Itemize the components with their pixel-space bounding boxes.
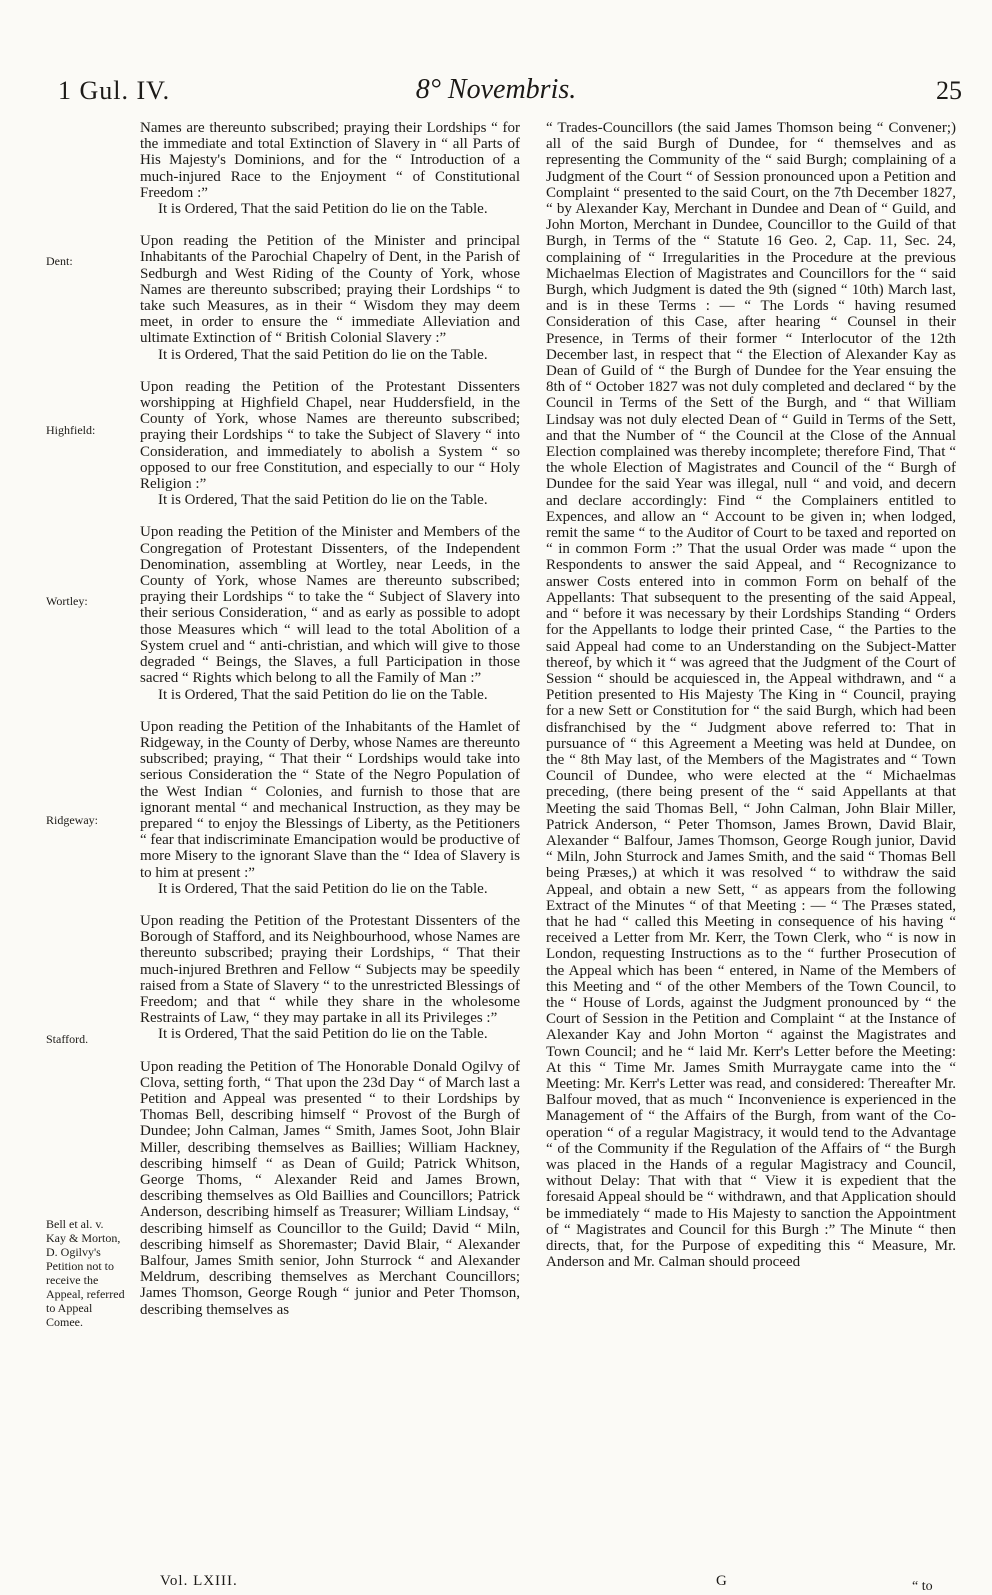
margin-note-dent: Dent: [46, 254, 73, 268]
margin-note-ridgeway: Ridgeway: [46, 813, 98, 827]
petition-dent: Upon reading the Petition of the Minister and principal Inhabitants of the Parochial Chapelry of Dent, in the Parish of Sedburgh and West Riding of the County of York, whose Names are thereunto subscribed; praying their Lordships “ to take such Measures, as in their “ Wisdom they may deem meet, in order to ensure the “ immediate Alleviation and ultimate Extinction of “ British Colonial Slavery :” [140, 233, 520, 347]
margin-note-stafford: Stafford. [46, 1032, 89, 1046]
petition-highfield: Upon reading the Petition of the Protestant Dissenters worshipping at Highfield Chapel, near Huddersfield, in the County of York, whose Names are thereunto subscribed; praying their Lordships “ to take the Subject of Slavery “ into Consideration, and immediately to abolish a System “ so opposed to our free Constitution, and especially to our “ Holy Religion :” [140, 378, 520, 493]
order-lie-on-table: It is Ordered, That the said Petition do lie on the Table. [158, 346, 488, 363]
order-lie-on-table: It is Ordered, That the said Petition do lie on the Table. [158, 201, 488, 218]
order-lie-on-table: It is Ordered, That the said Petition do lie on the Table. [158, 492, 488, 509]
volume-number: Vol. LXIII. [160, 1573, 238, 1589]
date-heading: 8° Novembris. [415, 74, 577, 105]
margin-note-bell-v-kay: Bell et al. v. Kay & Morton, D. Ogilvy's Petition not to receive the Appeal, referred to Appeal Comee. [46, 1217, 125, 1329]
margin-note-highfield: Highfield: [46, 423, 96, 437]
signature-mark: G [716, 1573, 727, 1589]
petition-continued: Names are thereunto subscribed; praying their Lordships “ for the immediate and total Extinction of Slavery in “ all Parts of His Majesty's Dominions, and for the “ Introduction of a much-injured Race to the Enjoyment “ of Constitutional Freedom :” [140, 120, 520, 201]
order-lie-on-table: It is Ordered, That the said Petition do lie on the Table. [158, 880, 488, 897]
left-column [140, 120, 520, 1318]
petition-wortley: Upon reading the Petition of the Minister and Members of the Congregation of Protestant Dissenters, of the Independent Denomination, assembling at Wortley, near Leeds, in the County of York, whose Names are thereunto subscribed; praying their Lordships “ to take the “ Subject of Slavery into their serious Consideration, “ and as early as possible to adopt those Measures which “ will lead to the total Abolition of a System cruel and “ anti-christian, and which will give to those degraded “ Beings, the Slaves, a full Participation in those sacred “ Rights which belong to all the Family of Man :” [140, 524, 520, 687]
right-column [546, 120, 956, 1270]
order-lie-on-table: It is Ordered, That the said Petition do lie on the Table. [158, 1026, 488, 1043]
petition-ogilvy: Upon reading the Petition of The Honorable Donald Ogilvy of Clova, setting forth, “ That upon the 23d Day “ of March last a Petition and Appeal was presented “ to their Lordships by Thomas Bell, describing himself “ Provost of the Burgh of Dundee; John Calman, James “ Smith, James Soot, John Blair Miller, describing themselves as Baillies; William Hackney, describing himself “ as Dean of Guild; Patrick Whitson, George Thoms, “ Alexander Reid and James Brown, describing themselves as Old Baillies and Councillors; Patrick Anderson, describing himself as Treasurer; William Lindsay, “ describing himself as Councillor to the Guild; David “ Miln, describing himself as Shoremaster; David Blair, “ Alexander Balfour, James Smith senior, John Sturrock “ and Alexander Meldrum, describing themselves as Merchant Councillors; James Thomson, George Rough “ junior and Peter Thomson, describing themselves as [140, 1058, 520, 1318]
petition-stafford: Upon reading the Petition of the Protestant Dissenters of the Borough of Stafford, and its Neighbourhood, whose Names are thereunto subscribed; praying their Lordships, “ That their much-injured Brethren and Fellow “ Subjects may be speedily raised from a State of Slavery “ to the unrestricted Blessings of Freedom; and that “ while they share in the wholesome Restraints of Law, “ they may partake in all its Privileges :” [140, 912, 520, 1027]
page-number: 25 [936, 76, 962, 105]
catchword: “ to [912, 1579, 933, 1594]
page-header [0, 0, 992, 110]
order-lie-on-table: It is Ordered, That the said Petition do lie on the Table. [158, 686, 488, 703]
petition-ogilvy-continued: “ Trades-Councillors (the said James Thomson being “ Convener;) all of the said Burgh of Dundee, for “ themselves and as representing the Community of the “ said Burgh; complaining of a Judgment of the Court “ of Session pronounced upon a Petition and Complaint “ presented to the said Court, on the 7th December 1827, “ by Alexander Kay, Merchant in Dundee and Dean of “ Guild, and John Morton, Merchant in Dundee, Councillor to the Guild of that Burgh, in Terms of the “ Statute 16 Geo. 2, Cap. 11, Sec. 24, complaining of “ Irregularities in the Procedure at the previous Michaelmas Election of Magistrates and Councillors for the “ said Burgh, which Judgment is dated the 9th (signed “ 10th) March last, and is in these Terms : — “ The Lords “ having resumed Consideration of this Case, after hearing “ Counsel in their Presence, in Terms of their former “ Interlocutor of the 12th December last, in respect that “ the Election of Alexander Kay as Dean of Guild of “ the Burgh of Dundee for the Year ensuing the 8th of “ October 1827 was not duly completed and declared “ by the Council in Terms of the Sett of the Burgh, and “ that William Lindsay was not duly elected Dean of “ Guild in Terms of the Sett, and that the Number of “ the Council at the Close of the Annual Election complained was thereby incomplete; therefore Find, That “ the whole Election of Magistrates and Council of the “ Burgh of Dundee for the said Year was illegal, null “ and void, and decern and declare accordingly: Find “ the Complainers entitled to Expences, and allow an “ Account to be given in; when lodged, remit the same “ to the Auditor of Court to be taxed and reported on “ in common Form :” That the usual Order was made “ upon the Respondents to answer the said Appeal, and “ Recognizance to answer Costs entered into in common Form on behalf of the Appellants: That subsequent to the presenting of the said Appeal, and “ before it was necessary by their Lordships Standing “ Orders for the Appellants to lodge their printed Case, “ the Parties to the said Appeal had come to an Understanding on the Subject-Matter thereof, by which it “ was agreed that the Judgment of the Court of Session “ should be acquiesced in, the Appeal withdrawn, and “ a Petition presented to His Majesty The King in “ Council, praying for a new Sett or Constitution for “ the said Burgh, which had been disfranchised by the “ Judgment above referred to: That in pursuance of “ this Agreement a Meeting was held at Dundee, on the “ 8th May last, of the Members of the Magistrates and “ Town Council of Dundee, who were elected at the “ Michaelmas preceding, (there being present of the “ said Appellants at that Meeting the said Thomas Bell, “ John Calman, John Blair Miller, Patrick Anderson, “ Peter Thomson, James Brown, David Blair, Alexander “ Balfour, James Thomson, George Rough junior, David “ Miln, John Sturrock and James Smith, and the said “ Thomas Bell being Præses,) at which it was resolved “ to withdraw the said Appeal, and obtain a new Sett, “ as appears from the following Extract of the Minutes “ of that Meeting : — “ The Præses stated, that he had “ called this Meeting in consequence of his having “ received a Letter from Mr. Kerr, the Town Clerk, who “ is now in London, requesting Instructions as to the “ further Prosecution of the Appeal which has been “ entered, in Name of the Members of this Meeting and “ of the other Members of the Town Council, to the “ House of Lords, against the Judgment pronounced by “ the Court of Session in the Petition and Complaint “ at the Instance of Alexander Kay and John Morton “ against the Magistrates and Town Council; and he “ laid Mr. Kerr's Letter before the Meeting: At this “ Time Mr. James Smith Murraygate came into the “ Meeting: Mr. Kerr's Letter was read, and considered: Thereafter Mr. Balfour moved, that as much “ Inconvenience is experienced in the Management of “ the Affairs of the Burgh, from want of the Co-operation “ of a regular Magistracy, it would tend to the Advantage “ of the Community if the Regulation of the Affairs of “ the Burgh was placed in the Hands of a regular Magistracy and Council, without Delay: That with that “ View it is expedient that the foresaid Appeal should be “ withdrawn, and that Application should be immediately “ made to His Majesty to sanction the Appointment of “ Magistrates and Council for this Burgh :” The Minute “ then directs, that, for the Purpose of expediting this “ Measure, Mr. Anderson and Mr. Calman should proceed [546, 120, 956, 1271]
petition-ridgeway: Upon reading the Petition of the Inhabitants of the Hamlet of Ridgeway, in the County of Derby, whose Names are thereunto subscribed; praying, “ That their “ Lordships would take into serious Consideration the “ State of the Negro Population of the West Indian “ Colonies, and furnish to those that are ignorant mental “ and mechanical Instruction, as they may be prepared “ to enjoy the Blessings of Liberty, as the Petitioners “ fear that indiscriminate Emancipation would be productive of more Misery to the ignorant Slave than the “ Idea of Slavery is to him at present :” [140, 718, 520, 881]
margin-note-wortley: Wortley: [46, 594, 88, 608]
regnal-year: 1 Gul. IV. [58, 76, 171, 105]
